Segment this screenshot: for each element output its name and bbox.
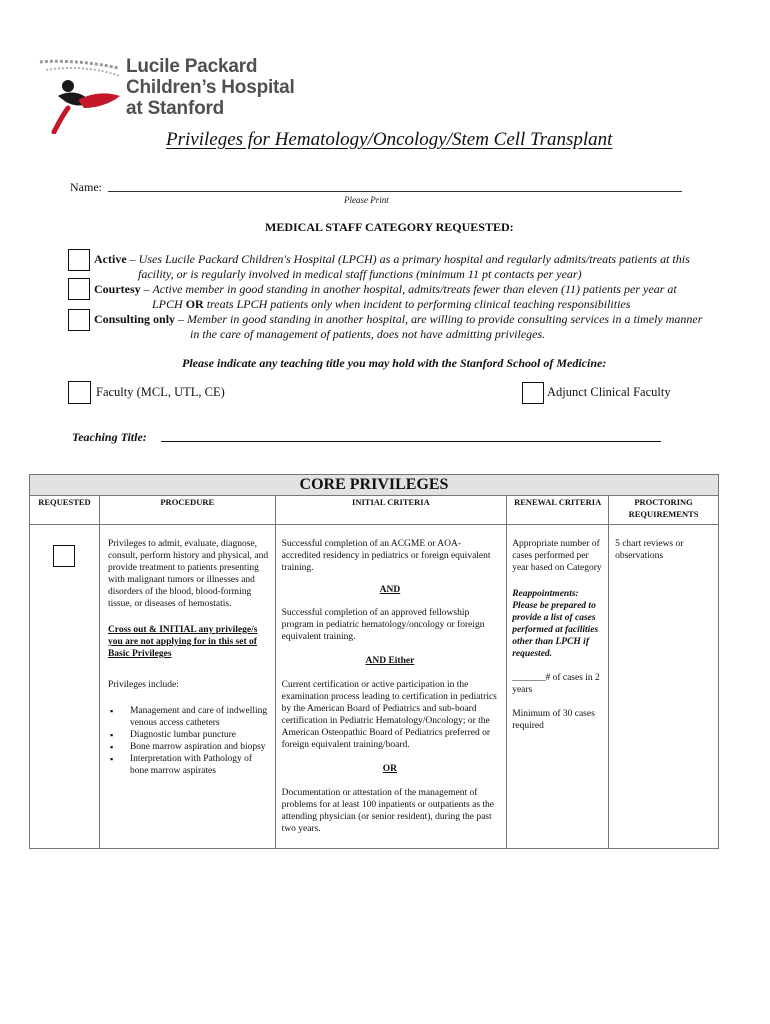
faculty-option-label: Faculty (MCL, UTL, CE) — [96, 385, 225, 399]
procedure-cell — [99, 525, 275, 849]
logo-line-3: at Stanford — [126, 98, 225, 119]
core-privileges-table — [29, 474, 719, 849]
criteria-cell — [275, 525, 507, 849]
category-consulting-desc: – Member in good standing in another hospital, are willing to provide consulting services in a timely manner — [175, 312, 703, 326]
page-title: Privileges for Hematology/Oncology/Stem Cell Transplant — [166, 129, 613, 150]
privileges-list — [108, 705, 271, 777]
please-print-note: Please Print — [344, 195, 389, 205]
list-item: ▪ Bone marrow aspiration and biopsy — [130, 741, 271, 753]
requested-cell — [30, 525, 100, 849]
cases-blank-field[interactable]: _______ — [512, 673, 546, 683]
adjunct-checkbox[interactable] — [522, 382, 544, 404]
proctoring-cell — [609, 525, 719, 849]
teaching-title-label: Teaching Title: — [72, 430, 147, 444]
consulting-checkbox[interactable] — [68, 309, 90, 331]
col-initial-criteria: INITIAL CRITERIA — [275, 496, 507, 525]
logo-figure-icon — [38, 56, 128, 134]
list-item: ▪ Interpretation with Pathology of bone marrow aspirates — [130, 753, 271, 777]
active-checkbox[interactable] — [68, 249, 90, 271]
name-label: Name: — [70, 180, 102, 194]
teaching-title-field[interactable] — [161, 441, 661, 442]
renewal-appropriate: Appropriate number of cases performed per year based on Category — [512, 539, 602, 573]
category-heading: MEDICAL STAFF CATEGORY REQUESTED: — [265, 220, 514, 234]
category-courtesy-desc: – Active member in good standing in another hospital, admits/treats fewer than eleven (11) patients per year at — [140, 282, 677, 296]
category-active — [94, 252, 690, 267]
procedure-intro: Privileges to admit, evaluate, diagnose, consult, perform history and physical, and provide treatment to patients presenting with malignant tumors or illnesses and disorders of the blood, blood-forming tissue, or diseases of hemostatis. — [107, 539, 269, 609]
renewal-reappointments: Reappointments: Please be prepared to provide a list of cases performed at facilities other than LPCH if requested. — [512, 589, 599, 659]
renewal-minimum: Minimum of 30 cases required — [512, 709, 595, 731]
col-proctoring: PROCTORING REQUIREMENTS — [609, 496, 719, 525]
hospital-logo — [38, 56, 308, 134]
courtesy-desc-part-c: treats LPCH patients only when incident to performing clinical teaching responsibilities — [203, 297, 631, 311]
adjunct-option-label: Adjunct Clinical Faculty — [547, 385, 671, 399]
criteria-and-either: AND Either — [365, 656, 415, 666]
col-procedure: PROCEDURE — [99, 496, 275, 525]
criteria-documentation: Documentation or attestation of the management of problems for at least 100 inpatients or outpatients as the attending physician (or senior resident), during the past two years. — [281, 788, 495, 834]
courtesy-desc-part-a: LPCH — [152, 297, 186, 311]
category-consulting-desc-2: in the care of management of patients, does not have admitting privileges. — [190, 327, 546, 341]
col-renewal-criteria: RENEWAL CRITERIA — [507, 496, 609, 525]
teaching-prompt: Please indicate any teaching title you may hold with the Stanford School of Medicine: — [182, 356, 607, 370]
criteria-or: OR — [382, 764, 398, 774]
logo-line-1: Lucile Packard — [126, 56, 258, 77]
cases-label: # of cases in 2 years — [512, 673, 600, 695]
category-active-label: Active — [94, 252, 127, 266]
list-item: ▪ Diagnostic lumbar puncture — [130, 729, 271, 741]
criteria-residency: Successful completion of an ACGME or AOA-accredited residency in pediatrics or foreign equivalent training. — [281, 539, 491, 573]
criteria-fellowship: Successful completion of an approved fellowship program in pediatric hematology/oncology or foreign equivalent training. — [281, 608, 485, 642]
cross-out-instruction: Cross out & INITIAL any privilege/s you are not applying for in this set of Basic Privileges — [107, 625, 258, 659]
list-item: ▪ Management and care of indwelling venous access catheters — [130, 705, 271, 729]
criteria-certification: Current certification or active participation in the examination process leading to certification in pediatrics by the American Board of Pediatrics and sub-board certification in Pediatric Hematology/Oncology; or the American Osteopathic Board of Pediatrics preferred or foreign equivalent training/board. — [281, 680, 497, 750]
category-active-desc-2: facility, or is regularly involved in medical staff functions (minimum 11 pt contacts per year) — [138, 267, 582, 281]
category-courtesy-desc-2 — [152, 297, 630, 312]
criteria-and: AND — [379, 585, 401, 595]
name-field[interactable] — [108, 191, 682, 192]
faculty-checkbox[interactable] — [68, 381, 91, 404]
category-consulting-label: Consulting only — [94, 312, 176, 326]
privileges-include-label: Privileges include: — [107, 680, 179, 690]
category-courtesy — [94, 282, 677, 297]
renewal-cell — [507, 525, 609, 849]
proctoring-text: 5 chart reviews or observations — [615, 539, 684, 561]
category-courtesy-label: Courtesy — [94, 282, 141, 296]
core-privileges-heading: CORE PRIVILEGES — [30, 475, 719, 496]
core-privileges-checkbox[interactable] — [53, 545, 75, 567]
logo-line-2: Children’s Hospital — [126, 77, 295, 98]
category-consulting — [94, 312, 702, 327]
courtesy-desc-or: OR — [185, 297, 204, 311]
col-requested: REQUESTED — [30, 496, 100, 525]
table-row — [30, 525, 719, 849]
renewal-cases — [512, 672, 604, 696]
category-active-desc: – Uses Lucile Packard Children's Hospital (LPCH) as a primary hospital and regularly admits/treats patients at this — [126, 252, 690, 266]
courtesy-checkbox[interactable] — [68, 278, 90, 300]
